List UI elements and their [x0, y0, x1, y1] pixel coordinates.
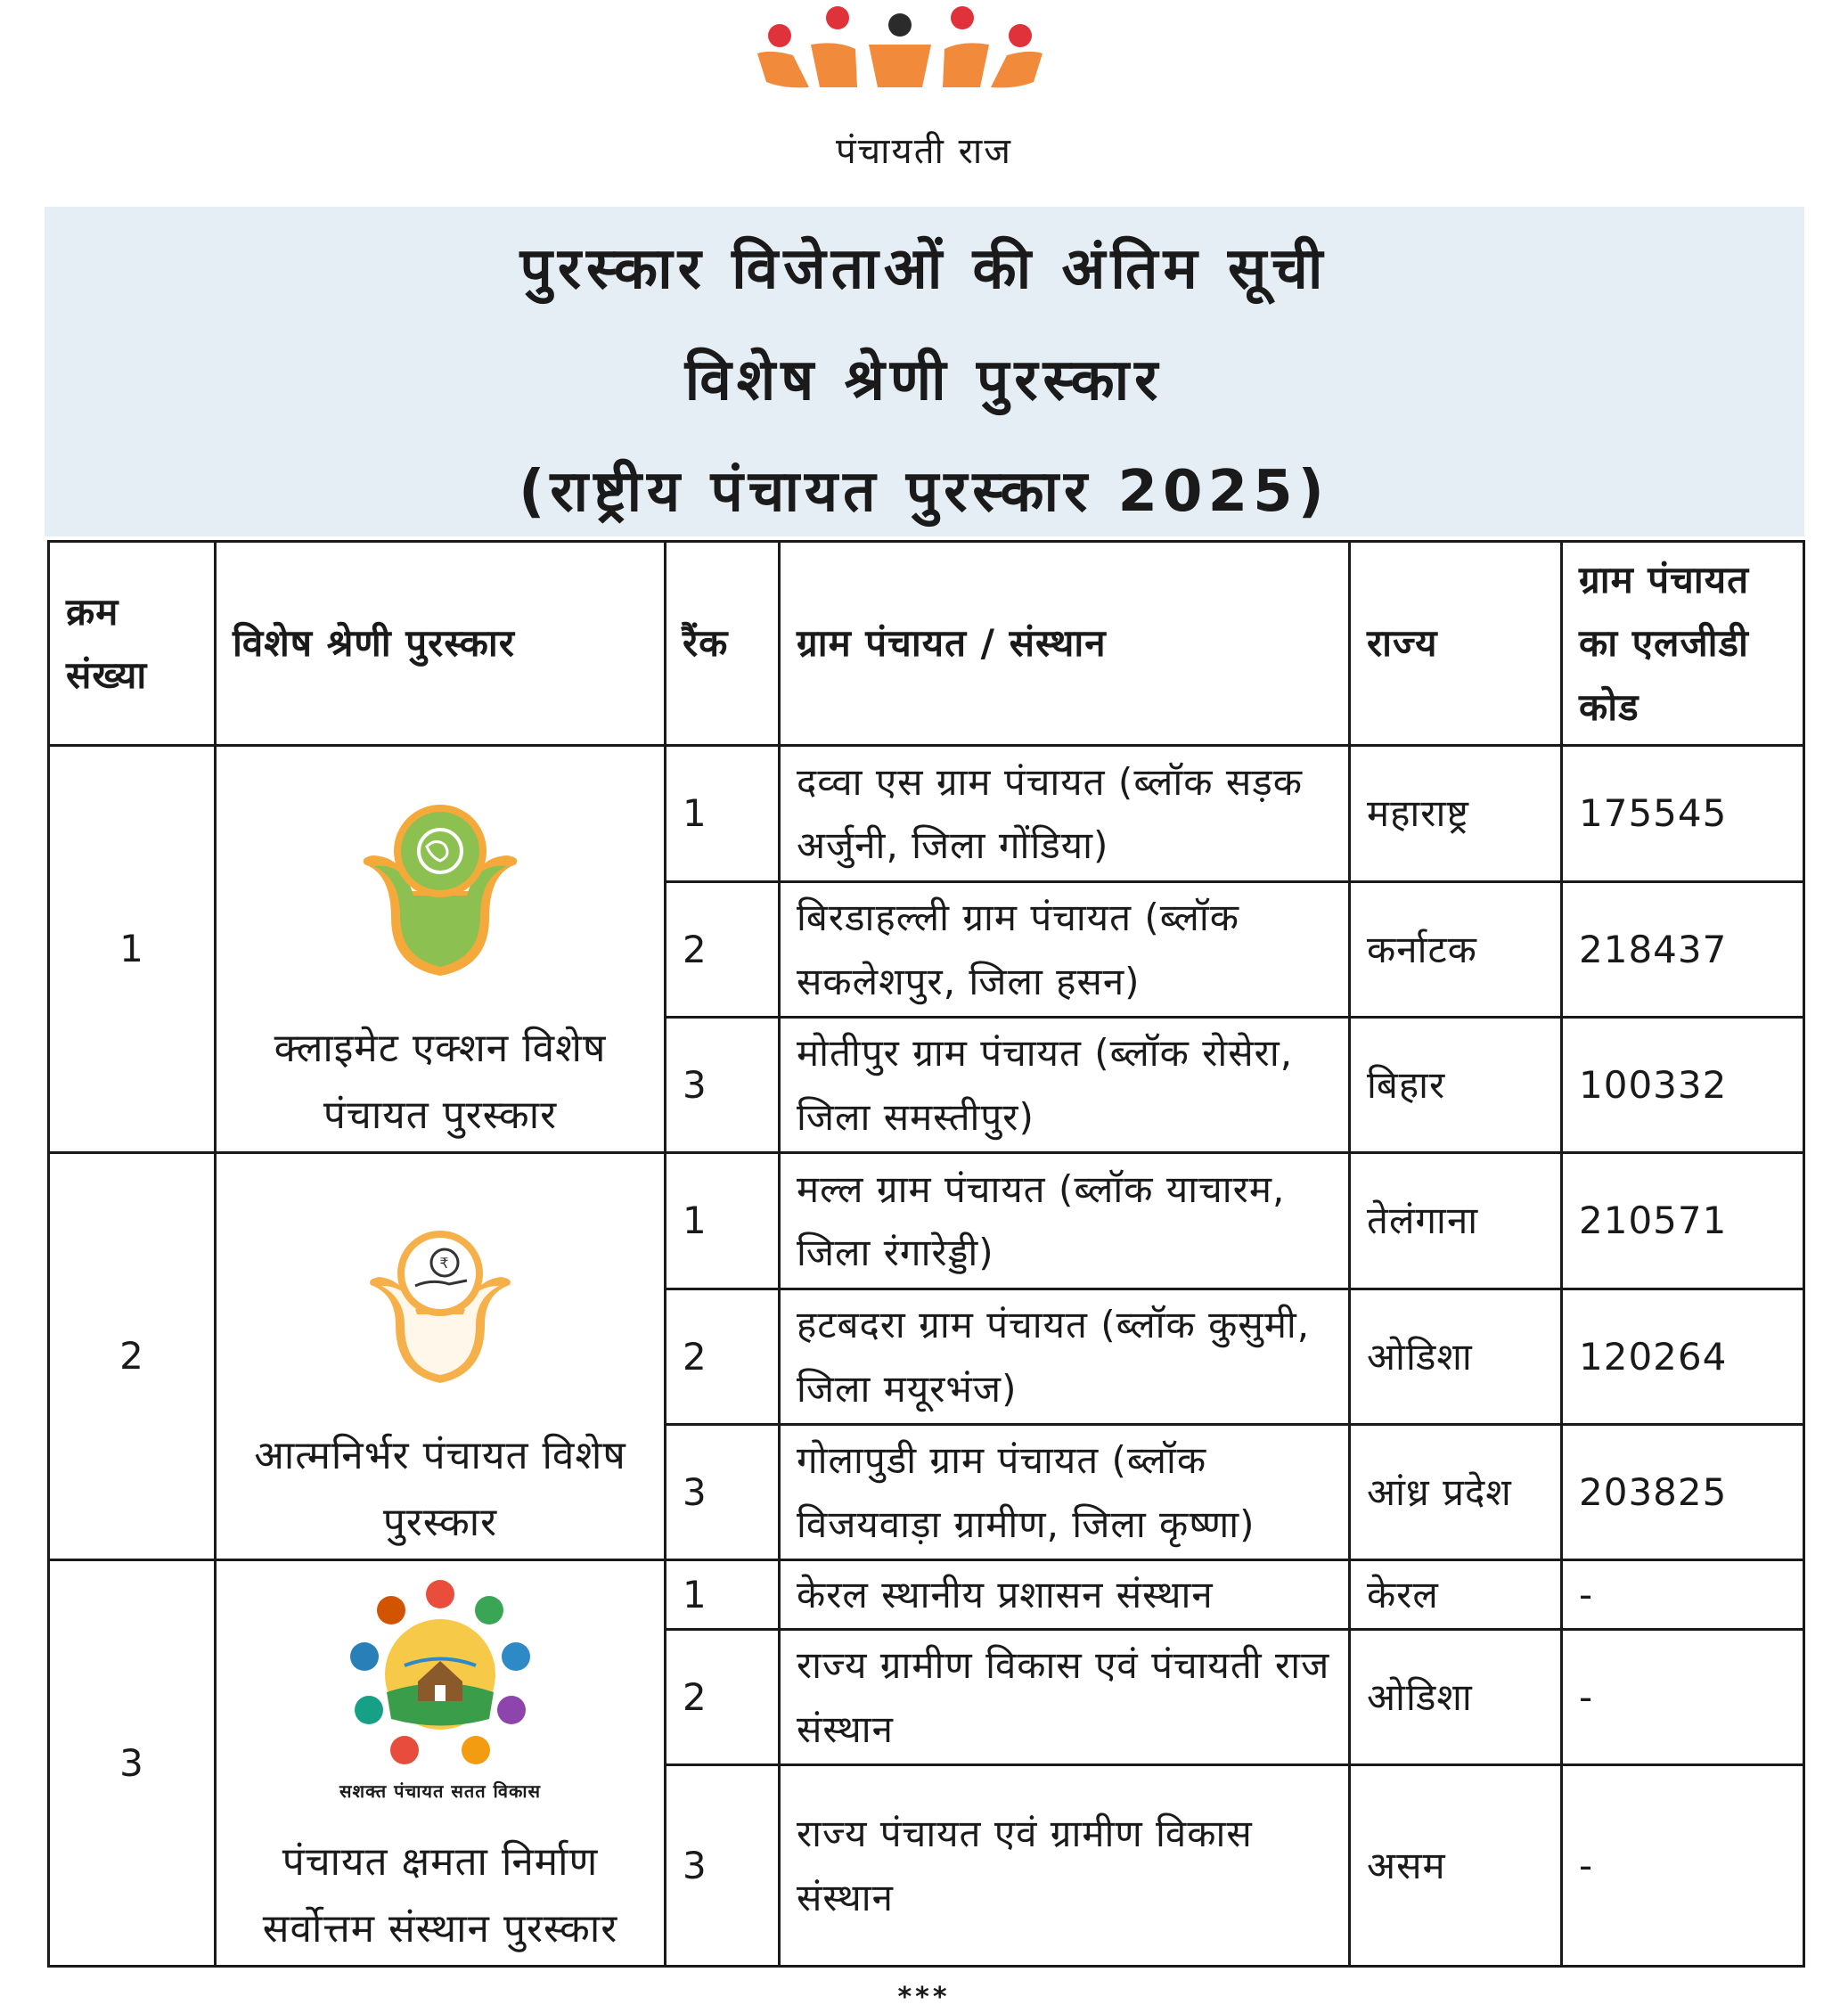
panchayati-raj-logo-icon — [740, 0, 1060, 98]
table-row — [49, 746, 1804, 882]
award-name: क्लाइमेट एक्शन विशेष पंचायत पुरस्कार — [274, 1026, 607, 1139]
rank-cell: 2 — [666, 882, 780, 1018]
rank-cell: 1 — [666, 1560, 780, 1630]
serial-cell: 3 — [49, 1560, 216, 1967]
page-subtitle: विशेष श्रेणी पुरस्कार — [684, 348, 1164, 413]
gp-cell: मल्ल ग्राम पंचायत (ब्लॉक याचारम, जिला रंगारेड्डी) — [780, 1153, 1350, 1289]
award-cell — [216, 1153, 666, 1560]
state-cell: तेलंगाना — [1350, 1153, 1562, 1289]
svg-text:₹: ₹ — [439, 1255, 450, 1272]
lgd-cell: 175545 — [1562, 746, 1804, 882]
rank-cell: 2 — [666, 1630, 780, 1765]
header-state: राज्य — [1350, 542, 1562, 746]
state-cell: केरल — [1350, 1560, 1562, 1630]
rank-cell: 1 — [666, 1153, 780, 1289]
state-cell: ओडिशा — [1350, 1630, 1562, 1765]
lgd-cell: 218437 — [1562, 882, 1804, 1018]
header-gp: ग्राम पंचायत / संस्थान — [780, 542, 1350, 746]
gp-cell: मोतीपुर ग्राम पंचायत (ब्लॉक रोसेरा, जिला समस्तीपुर) — [780, 1018, 1350, 1153]
climate-action-icon — [356, 802, 525, 980]
gp-cell: हटबदरा ग्राम पंचायत (ब्लॉक कुसुमी, जिला मयूरभंज) — [780, 1289, 1350, 1425]
self-reliant-rupee-icon — [360, 1227, 520, 1387]
lgd-cell: 203825 — [1562, 1425, 1804, 1560]
state-cell: असम — [1350, 1765, 1562, 1967]
gp-cell: राज्य पंचायत एवं ग्रामीण विकास संस्थान — [780, 1765, 1350, 1967]
gp-cell: बिरडाहल्ली ग्राम पंचायत (ब्लॉक सकलेशपुर, जिला हसन) — [780, 882, 1350, 1018]
award-name: पंचायत क्षमता निर्माण सर्वोत्तम संस्थान पुरस्कार — [262, 1839, 618, 1952]
logo-tagline: सशक्त पंचायत सतत विकास — [339, 1780, 542, 1803]
award-edition-title: (राष्ट्रीय पंचायत पुरस्कार 2025) — [519, 459, 1329, 525]
rank-cell: 3 — [666, 1765, 780, 1967]
gp-cell: गोलापुडी ग्राम पंचायत (ब्लॉक विजयवाड़ा ग्रामीण, जिला कृष्णा) — [780, 1425, 1350, 1560]
award-cell — [216, 1560, 666, 1967]
state-cell: ओडिशा — [1350, 1289, 1562, 1425]
state-cell: बिहार — [1350, 1018, 1562, 1153]
table-row — [49, 1560, 1804, 1630]
serial-cell: 1 — [49, 746, 216, 1153]
lgd-cell: 210571 — [1562, 1153, 1804, 1289]
capacity-building-logo-icon — [342, 1576, 538, 1772]
header-award: विशेष श्रेणी पुरस्कार — [216, 542, 666, 746]
award-cell — [216, 746, 666, 1153]
gp-cell: दव्वा एस ग्राम पंचायत (ब्लॉक सड़क अर्जुनी, जिला गोंडिया) — [780, 746, 1350, 882]
header-lgd: ग्राम पंचायत का एलजीडी कोड — [1562, 542, 1804, 746]
table-row — [49, 1153, 1804, 1289]
rank-cell: 2 — [666, 1289, 780, 1425]
awards-table — [47, 540, 1805, 1968]
rank-cell: 3 — [666, 1018, 780, 1153]
serial-cell: 2 — [49, 1153, 216, 1560]
state-cell: आंध्र प्रदेश — [1350, 1425, 1562, 1560]
org-name: पंचायती राज — [836, 131, 1012, 172]
lgd-cell: 120264 — [1562, 1289, 1804, 1425]
gp-cell: केरल स्थानीय प्रशासन संस्थान — [780, 1560, 1350, 1630]
page-title: पुरस्कार विजेताओं की अंतिम सूची — [519, 236, 1329, 302]
state-cell: कर्नाटक — [1350, 882, 1562, 1018]
state-cell: महाराष्ट्र — [1350, 746, 1562, 882]
lgd-cell: - — [1562, 1630, 1804, 1765]
rank-cell: 1 — [666, 746, 780, 882]
table-header-row — [49, 542, 1804, 746]
header-serial: क्रम संख्या — [49, 542, 216, 746]
lgd-cell: - — [1562, 1765, 1804, 1967]
gp-cell: राज्य ग्रामीण विकास एवं पंचायती राज संस्थान — [780, 1630, 1350, 1765]
award-name: आत्मनिर्भर पंचायत विशेष पुरस्कार — [254, 1433, 626, 1546]
lgd-cell: - — [1562, 1560, 1804, 1630]
header-rank: रैंक — [666, 542, 780, 746]
lgd-cell: 100332 — [1562, 1018, 1804, 1153]
footer-stars: *** — [897, 1982, 951, 2013]
rank-cell: 3 — [666, 1425, 780, 1560]
